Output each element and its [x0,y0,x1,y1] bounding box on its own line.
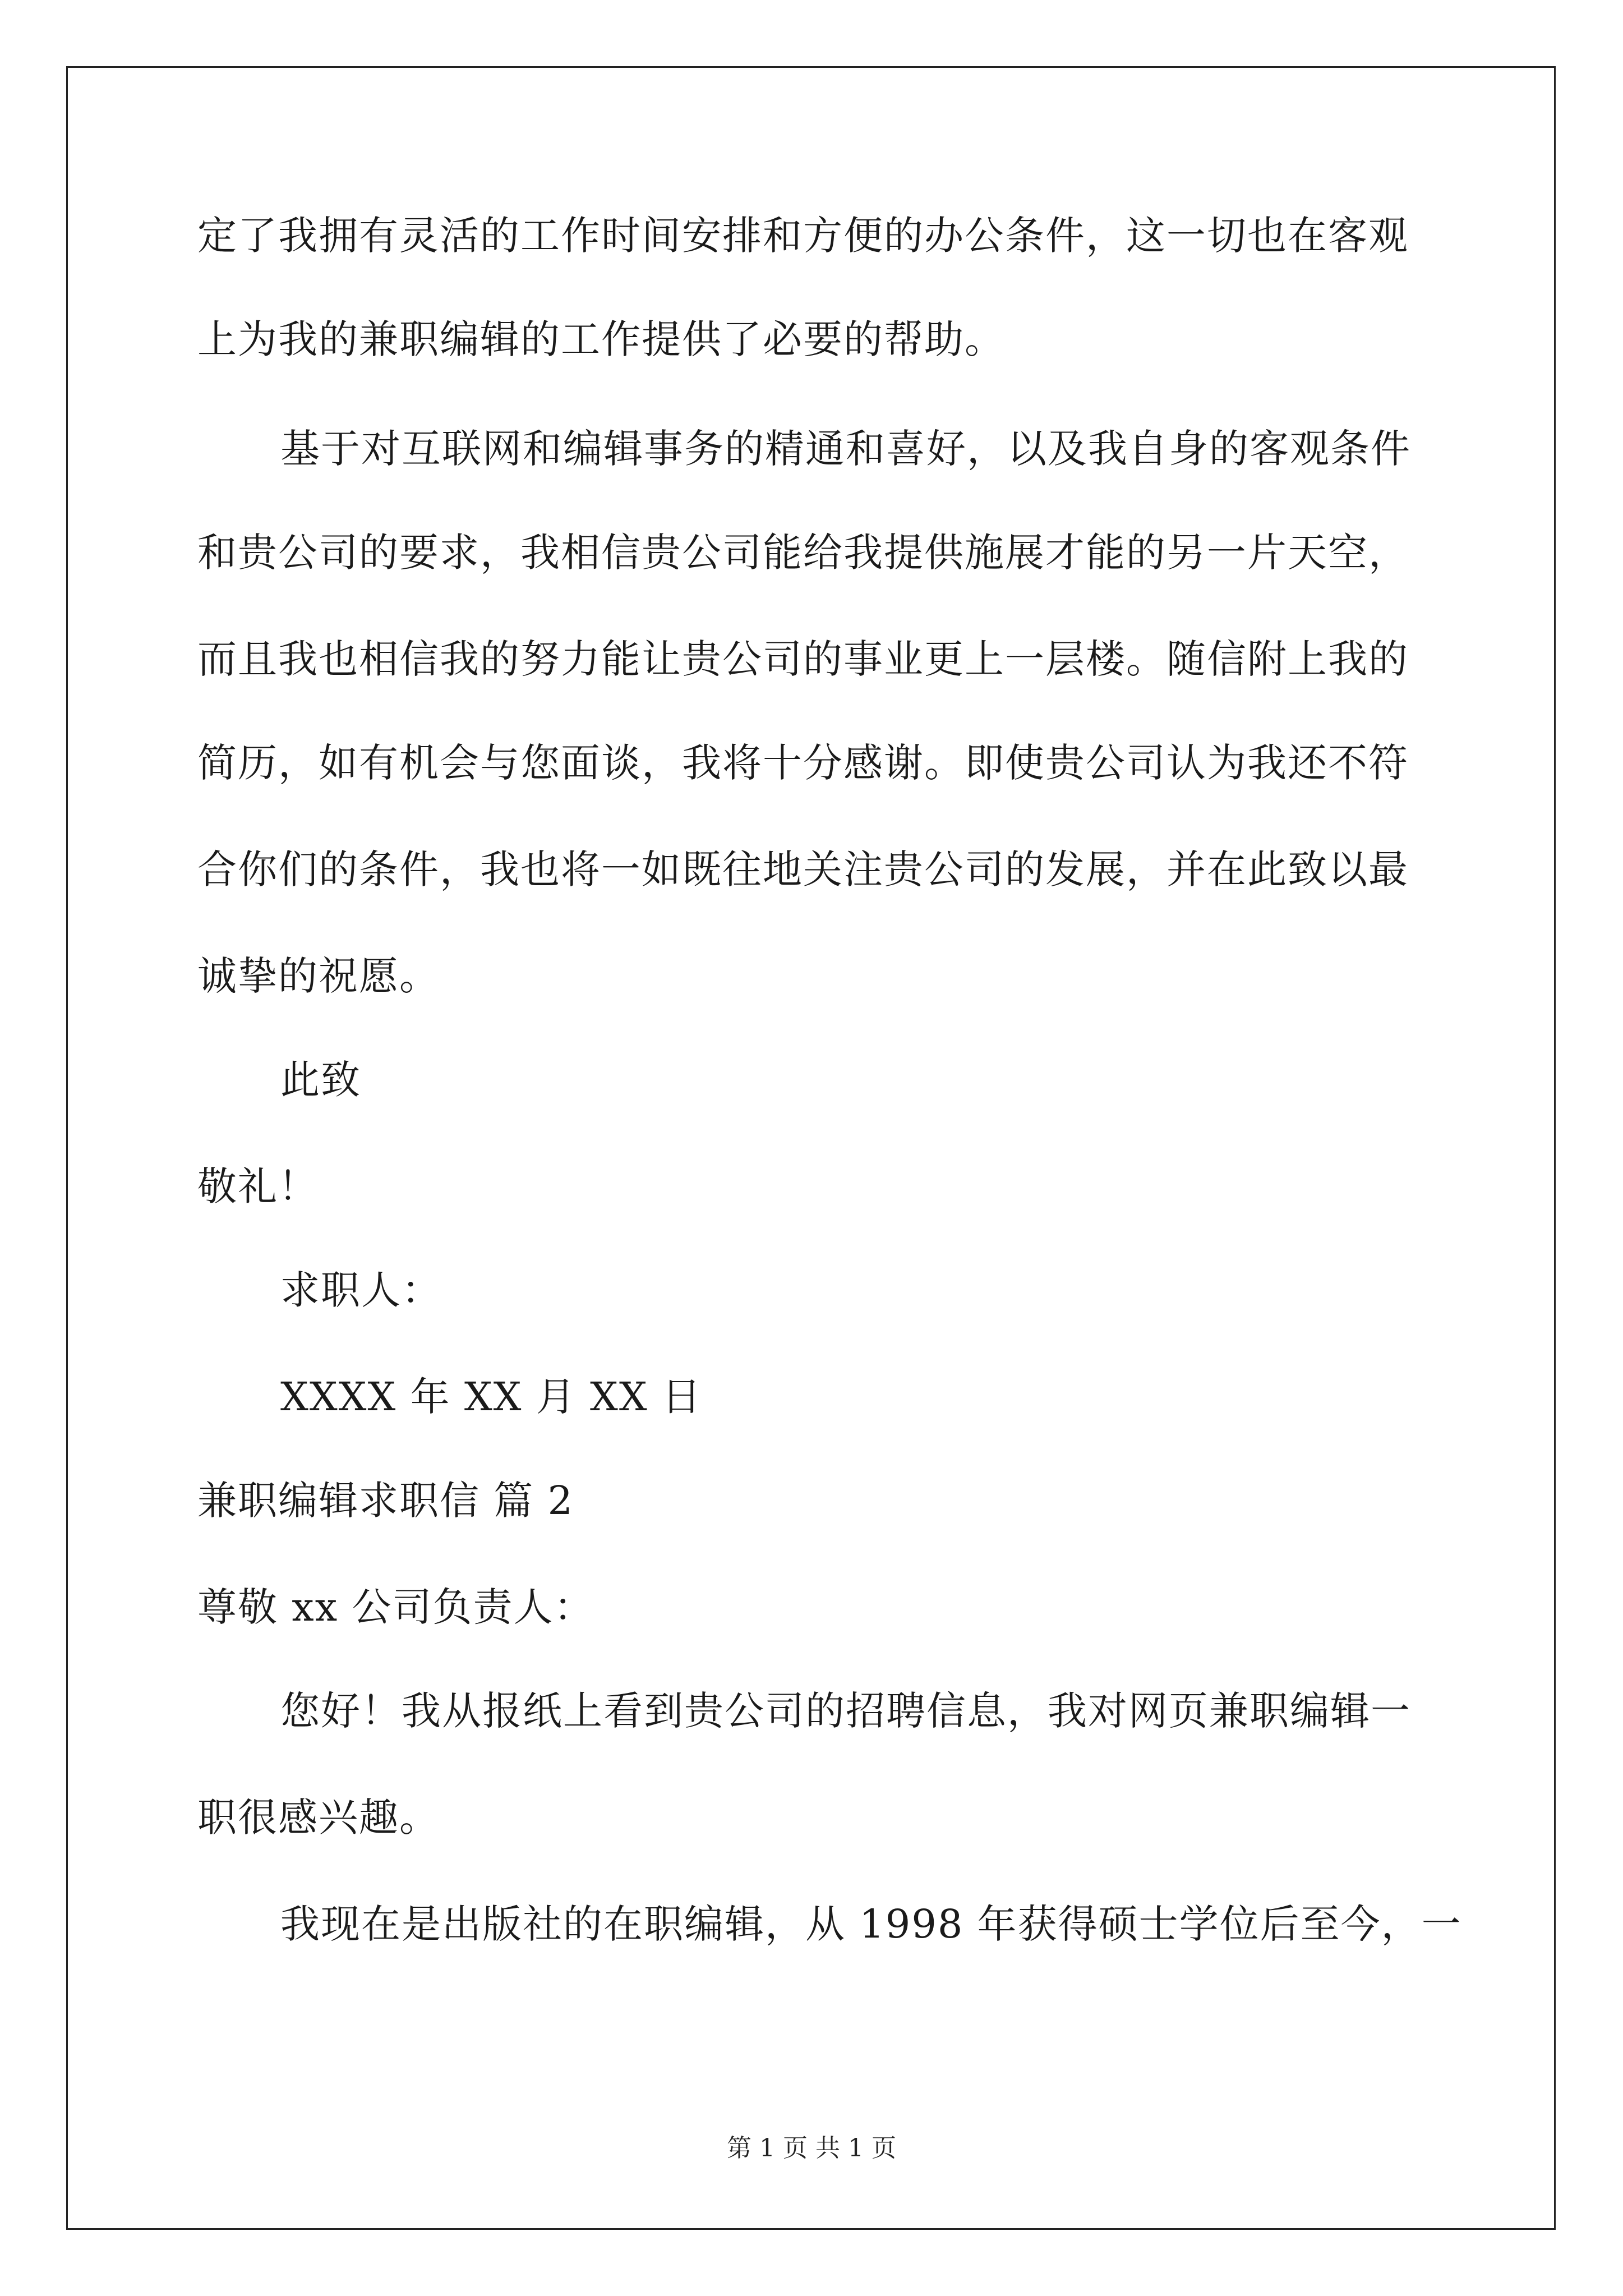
body-line: 诚挚的祝愿。 [197,953,440,999]
paragraph-line: 我现在是出版社的在职编辑，从 1998 年获得硕士学位后至今，一 [280,1901,1462,1947]
body-line: 上为我的兼职编辑的工作提供了必要的帮助。 [197,316,1005,362]
body-line: 职很感兴趣。 [197,1795,440,1841]
body-line: 和贵公司的要求，我相信贵公司能给我提供施展才能的另一片天空， [197,530,1409,576]
closing-salutation: 此致 [280,1057,361,1103]
body-line: 定了我拥有灵活的工作时间安排和方便的办公条件，这一切也在客观 [197,213,1409,259]
paragraph-line: 您好！我从报纸上看到贵公司的招聘信息，我对网页兼职编辑一 [280,1688,1411,1734]
greeting-line: 尊敬 xx 公司负责人： [197,1584,594,1630]
signature-label: 求职人： [280,1267,442,1313]
date-line: XXXX 年 XX 月 XX 日 [280,1374,702,1420]
page-footer: 第 1 页 共 1 页 [727,2134,896,2162]
paragraph-line: 基于对互联网和编辑事务的精通和喜好，以及我自身的客观条件 [280,426,1411,472]
body-line: 而且我也相信我的努力能让贵公司的事业更上一层楼。随信附上我的 [197,636,1409,682]
body-line: 简历，如有机会与您面谈，我将十分感谢。即使贵公司认为我还不符 [197,740,1409,786]
closing-regards: 敬礼！ [197,1163,319,1209]
body-line: 合你们的条件，我也将一如既往地关注贵公司的发展，并在此致以最 [197,846,1409,892]
section-heading: 兼职编辑求职信 篇 2 [197,1478,574,1524]
